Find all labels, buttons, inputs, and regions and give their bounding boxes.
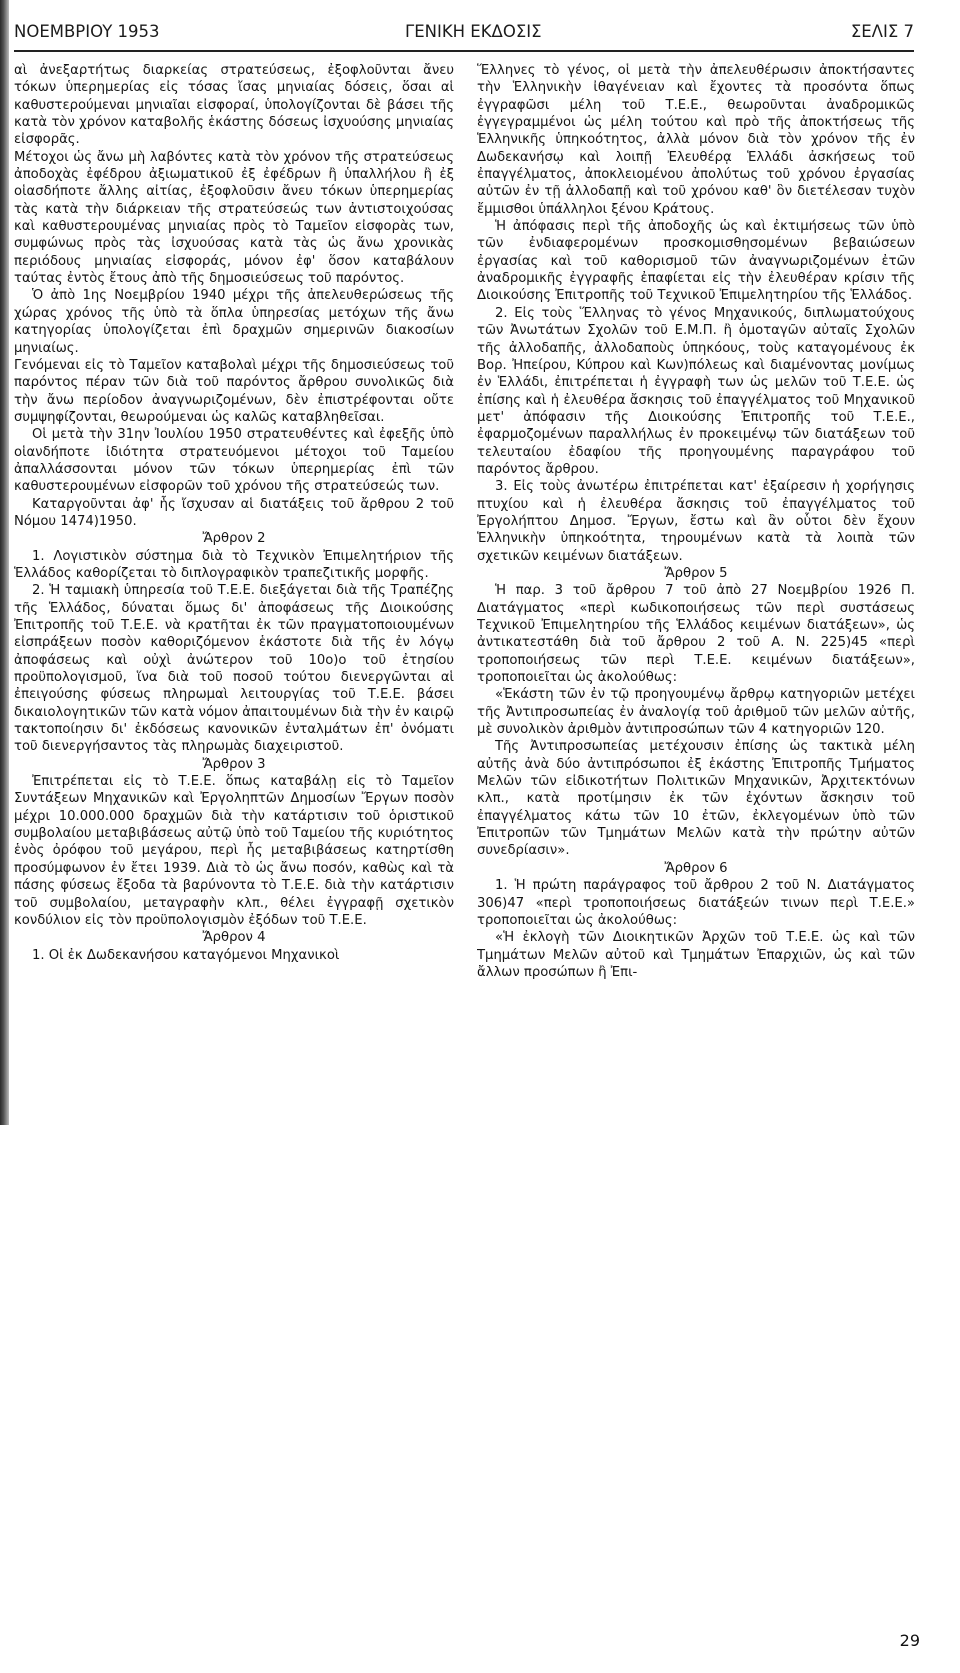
paragraph: 3. Εἰς τοὺς ἀνωτέρω ἐπιτρέπεται κατ' ἐξαίρεσιν ἡ χορήγησις πτυχίου καὶ ἡ ἐλευθέρα ἄσκησις τοῦ ἐπαγγέλματος τοῦ Ἐργολήπτου Δημοσ. Ἔργων, ἔστω καὶ ἂν οὗτοι δὲν ἔχουν Ἑλληνικὴν ὑπηκοότητα, τηρουμένων κατὰ τὰ λοιπὰ τῶν σχετικῶν κειμένων διατάξεων. [477,479,915,564]
paragraph: Οἱ μετὰ τὴν 31ην Ἰουλίου 1950 στρατευθέντες καὶ ἐφεξῆς ὑπὸ οἱανδήποτε ἰδιότητα στρατευόμενοι μέτοχοι τοῦ Ταμείου ἀπαλλάσσονται μόνον τῶν τόκων ὑπερημερίας ἐπὶ τῶν καθυστερουμένων εἰσφορῶν τοῦ χρόνου τῆς στρατεύσεώς των. [14,427,454,495]
page-number: 29 [899,1631,920,1650]
paragraph: Τῆς Ἀντιπροσωπείας μετέχουσιν ἐπίσης ὡς τακτικὰ μέλη αὐτῆς ἀνὰ δύο ἀντιπρόσωποι ἐξ ἑκάστης Ἐπιτροπῆς Τμήματος Μελῶν τῶν εἰδικοτήτων Πολιτικῶν Μηχανικῶν, Ἀρχιτεκτόνων κλπ., κατὰ προτίμησιν ἐκ τῶν ἐχόντων ἄσκησιν τοῦ ἐπαγγέλματος κάτω τῶν 10 ἐτῶν, ἐκλεγομένων ὑπὸ τῶν Ἐπιτροπῶν τῶν Τμημάτων Μελῶν κατὰ τὴν πρώτην αὐτῶν συνεδρίασιν». [477,739,915,859]
paragraph: Ἡ ἀπόφασις περὶ τῆς ἀποδοχῆς ὡς καὶ ἐκτιμήσεως τῶν ὑπὸ τῶν ἐνδιαφερομένων προσκομισθησομένων βεβαιώσεων ἐργασίας καὶ τοῦ καθορισμοῦ τῶν ἀναγνωριζομένων ἐτῶν ἀναδρομικῆς ἐγγραφῆς ἐπαφίεται εἰς τὴν ἐλευθέραν κρίσιν τῆς Διοικούσης Ἐπιτροπῆς τοῦ Τεχνικοῦ Ἐπιμελητηρίου τῆς Ἑλλάδος. [477,219,915,304]
paragraph: «Ἡ ἐκλογὴ τῶν Διοικητικῶν Ἀρχῶν τοῦ Τ.Ε.Ε. ὡς καὶ τῶν Τμημάτων Μελῶν αὐτοῦ καὶ Τμημάτων Ἐπαρχιῶν, ὡς καὶ τῶν ἄλλων προσώπων ἢ Ἐπι- [477,930,915,980]
paragraph: 1. Οἱ ἐκ Δωδεκανήσου καταγόμενοι Μηχανικοὶ [32,947,340,963]
left-column [14,62,454,1147]
paragraph: 2. Ἡ ταμιακὴ ὑπηρεσία τοῦ Τ.Ε.Ε. διεξάγεται διὰ τῆς Τραπέζης τῆς Ἑλλάδος, δύναται ὅμως δι' ἀποφάσεως τῆς Διοικούσης Ἐπιτροπῆς τοῦ Τ.Ε.Ε. νὰ κρατῆται ἐκ τῶν πραγματοποιουμένων εἰσπράξεων ποσὸν καθοριζόμενον ἑκάστοτε διὰ τῆς ἐν λόγῳ ἀποφάσεως καὶ οὐχὶ ἀνώτερον τοῦ 10ο)ο τοῦ ἐτησίου προϋπολογισμοῦ, ἵνα διὰ τοῦ ποσοῦ τούτου διενεργῶνται αἱ ἐπειγούσης φύσεως πληρωμαὶ λειτουργίας τοῦ Τ.Ε.Ε. βάσει δικαιολογητικῶν τῶν κατὰ νόμον ἀπαιτουμένων διὰ τὴν ἐν καιρῷ τακτοποίησιν δι' ἐκδόσεως κανονικῶν ἐνταλμάτων ἐπ' ὀνόματι τοῦ διενεργήσαντος τὰς πληρωμὰς διαχειριστοῦ. [14,583,454,755]
paragraph: Καταργοῦνται ἀφ' ἧς ἴσχυσαν αἱ διατάξεις τοῦ ἄρθρου 2 τοῦ Νόμου 1474)1950. [14,496,454,529]
binding-edge-shadow [0,0,9,1125]
paragraph: 1. Λογιστικὸν σύστημα διὰ τὸ Τεχνικὸν Ἐπιμελητήριον τῆς Ἑλλάδος καθορίζεται τὸ διπλογραφικὸν τραπεζιτικῆς μορφῆς. [14,548,454,581]
paragraph: Γενόμεναι εἰς τὸ Ταμεῖον καταβολαὶ μέχρι τῆς δημοσιεύσεως τοῦ παρόντος πέραν τῶν διὰ τοῦ παρόντος ἄρθρου συνολικῶς διὰ τὴν ἄνω περίοδον ἀναγνωριζομένων, δὲν ἐπιστρέφονται οὔτε συμψηφίζονται, θεωρούμεναι ὡς καλῶς καταβληθεῖσαι. [14,357,454,425]
article-heading: Ἄρθρον 3 [202,756,266,772]
paragraph: 2. Εἰς τοὺς Ἕλληνας τὸ γένος Μηχανικούς, διπλωματούχους τῶν Ἀνωτάτων Σχολῶν τοῦ Ε.Μ.Π. ἢ ὁμοταγῶν αὐταῖς Σχολῶν τῆς ἀλλοδαπῆς, ἀλλοδαποὺς ὑπηκόους, τοὺς καταγομένους ἐκ Βορ. Ἠπείρου, Κύπρου καὶ Κων)πόλεως καὶ διαμένοντας μονίμως ἐν Ἑλλάδι, ἐπιτρέπεται ἡ ἐγγραφὴ των ὡς μελῶν τοῦ Τ.Ε.Ε. ὡς ἐπίσης καὶ ἡ ἐλευθέρα ἄσκησις τοῦ ἐπαγγέλματος τοῦ Μηχανικοῦ μετ' ἀπόφασιν τῆς Διοικούσης Ἐπιτροπῆς τοῦ Τ.Ε.Ε., ἐφαρμοζομένων παραλλήλως ἐν προκειμένῳ τῶν διατάξεων τοῦ τελευταίου ἐδαφίου τῆς προηγουμένης παραγράφου τοῦ παρόντος ἄρθρου. [477,305,915,477]
right-column [477,62,915,1147]
paragraph: Ὁ ἀπὸ 1ης Νοεμβρίου 1940 μέχρι τῆς ἀπελευθερώσεως τῆς χώρας χρόνος τῆς ὑπὸ τὰ ὅπλα ὑπηρεσίας μετόχων τῆς ἄνω κατηγορίας ὑπολογίζεται ἐπὶ δραχμῶν σημερινῶν διακοσίων μηνιαίως. [14,288,454,356]
paragraph: 1. Ἡ πρώτη παράγραφος τοῦ ἄρθρου 2 τοῦ Ν. Διατάγματος 306)47 «περὶ τροποποιήσεως διατάξεών τινων περὶ Τ.Ε.Ε.» τροποποιεῖται ὡς ἀκολούθως: [477,878,915,928]
header-title: ΓΕΝΙΚΗ ΕΚΔΟΣΙΣ [405,22,542,41]
article-heading: Ἄρθρον 2 [202,531,266,547]
header-date: NOEMBPIOY 1953 [14,22,160,41]
header-rule [14,50,914,52]
article-heading: Ἄρθρον 5 [664,565,728,581]
header-page-label: ΣΕΛΙΣ 7 [850,22,914,41]
article-heading: Ἄρθρον 4 [202,930,266,946]
paragraph: Ἡ παρ. 3 τοῦ ἄρθρου 7 τοῦ ἀπὸ 27 Νοεμβρίου 1926 Π. Διατάγματος «περὶ κωδικοποιήσεως τῶν περὶ συστάσεως Τεχνικοῦ Ἐπιμελητηρίου τῆς Ἑλλάδος κειμένων διατάξεων», ὡς ἀντικατεστάθη διὰ τοῦ ἄρθρου 2 τοῦ Α. Ν. 225)45 «περὶ τροποποιήσεως τῶν περὶ Τ.Ε.Ε. κειμένων διατάξεων», τροποποιεῖται ὡς ἀκολούθως: [477,583,915,686]
paragraph: Μέτοχοι ὡς ἄνω μὴ λαβόντες κατὰ τὸν χρόνον τῆς στρατεύσεως ἀποδοχὰς ἐφέδρου ἀξιωματικοῦ ἐξ ἐφέδρων ἢ ὑπαλλήλου ἢ ἐξ οἱασδήποτε ἄλλης αἰτίας, ἐξοφλοῦσιν ἄνευ τόκων ὑπερημερίας τὰς κατὰ τὴν διάρκειαν τῆς στρατεύσεώς των ἀντιστοιχούσας καὶ καθυστερουμένας μηνιαίας πρὸς τὸ Ταμεῖον εἰσφορὰς των, συμφώνως πρὸς τὰς ἰσχυούσας κατὰ τὰς ὡς ἄνω χρονικὰς περιόδους μηνιαίας εἰσφοράς, μόνον ἐφ' ὅσον καταβάλουν ταύτας ἐντὸς ἔτους ἀπὸ τῆς δημοσιεύσεως τοῦ παρόντος. [14,149,454,287]
paragraph: αὶ ἀνεξαρτήτως διαρκείας στρατεύσεως, ἐξοφλοῦνται ἄνευ τόκων ὑπερημερίας εἰς τόσας ἴσας μηνιαίας δόσεις, ὅσαι αἱ καθυστερούμεναι μηνιαῖαι εἰσφοραί, ὑπολογίζονται δὲ βάσει τῆς κατὰ τὸν χρόνον καταβολῆς ἑκάστης δόσεως ἰσχυούσης μηνιαίας εἰσφορᾶς. [14,63,454,148]
paragraph: Ἕλληνες τὸ γένος, οἱ μετὰ τὴν ἀπελευθέρωσιν ἀποκτήσαντες τὴν Ἑλληνικὴν ἰθαγένειαν καὶ ἔχοντες τὰ προσόντα ὅπως ἐγγραφῶσι μέλη τοῦ Τ.Ε.Ε., θεωροῦνται ἀναδρομικῶς ἐγγεγραμμένοι ὡς μέλη τούτου καὶ πρὸ τῆς ἀποκτήσεως τῆς Ἑλληνικῆς ὑπηκοότητος, ἀλλὰ μόνον διὰ τὸν χρόνον τῆς ἐν Δωδεκανήσῳ καὶ λοιπῇ Ἐλευθέρᾳ Ἑλλάδι ἀσκήσεως τοῦ ἐπαγγέλματος, ἀποκλειομένου ἀπολύτως τοῦ χρόνου ἐργασίας αὐτῶν ἐν τῇ ἀλλοδαπῇ καὶ τοῦ χρόνου καθ' ὃν διετέλεσαν τυχὸν ἔμμισθοι ὑπάλληλοι ξένου Κράτους. [477,63,915,217]
article-heading: Ἄρθρον 6 [664,860,728,876]
paragraph: Ἐπιτρέπεται εἰς τὸ Τ.Ε.Ε. ὅπως καταβάλῃ εἰς τὸ Ταμεῖον Συντάξεων Μηχανικῶν καὶ Ἐργοληπτῶν Δημοσίων Ἔργων ποσὸν μέχρι 10.000.000 δραχμῶν διὰ τὴν κατάρτισιν τοῦ ὁριστικοῦ συμβολαίου μεταβιβάσεως αὐτῷ ὑπὸ τοῦ Ταμείου τῆς κυριότητος ἑνὸς ὀρόφου τοῦ μεγάρου, περὶ ἧς μεταβιβάσεως κατηρτίσθη προσύμφωνον ἐν ἔτει 1939. Διὰ τὸ ὡς ἄνω ποσόν, καθὼς καὶ τὰ πάσης φύσεως ἔξοδα τὰ βαρύνοντα τὸ Τ.Ε.Ε. διὰ τὴν κατάρτισιν τοῦ συμβολαίου, μεταγραφὴν κλπ., θέλει ἐγγραφῇ σχετικὸν κονδύλιον εἰς τὸν προϋπολογισμὸν ἐξόδων τοῦ Τ.Ε.Ε. [14,774,454,928]
paragraph: «Ἑκάστη τῶν ἐν τῷ προηγουμένῳ ἄρθρῳ κατηγοριῶν μετέχει τῆς Ἀντιπροσωπείας ἐν ἀναλογίᾳ τοῦ ἀριθμοῦ τῶν μελῶν αὐτῆς, μὲ συνολικὸν ἀριθμὸν ἀντιπροσώπων τῶν 4 κατηγοριῶν 120. [477,687,915,738]
page-header [14,22,914,46]
